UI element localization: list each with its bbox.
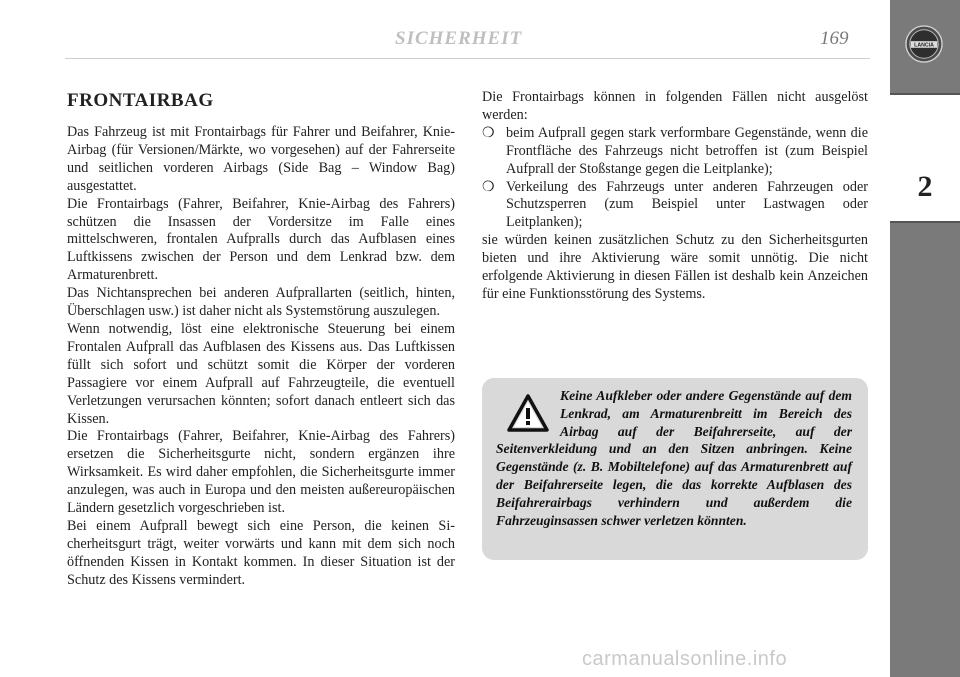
paragraph: Das Fahrzeug ist mit Frontairbags für Fahrer und Beifahrer, Knie-Airbag (für Versionen/Märkte, wo vorgesehen) auf der Fahrerseite und seitlichen vorderen Airbags (Side Bag – Window Bag) ausgestattet. (67, 124, 455, 194)
warning-text: Keine Aufkleber oder andere Gegenstände auf dem Lenkrad, am Armaturenbreitt im Bereich des Airbag auf der Beifahrerseite, auf der Seitenverkleidung und an den Sitzen anbringen. Keine Gegenstände (z. B. Mobiltelefone) auf das Armaturenbrett auf der Beifahrerseite legen, die das korrekte Aufblasen des Beifahrerairbags verhindern und außerdem die Fahrzeuginsassen schwer verletzen könnten. (496, 388, 852, 528)
chapter-number: 2 (917, 170, 933, 203)
warning-triangle-icon (506, 393, 550, 433)
list-item (482, 125, 868, 179)
paragraph: Bei einem Aufprall bewegt sich eine Person, die keinen Sicherheitsgurt trägt, weiter vorwärts und kann mit dem sich noch öffnenden Kissen in Kontakt kommen. In dieser Situation ist der Schutz des Kissens vermindert. (67, 517, 455, 588)
paragraph: Die Frontairbags (Fahrer, Beifahrer, Knie-Airbag des Fahrers) ersetzen die Sicherheitsgurte nicht, sondern ergänzen ihre Wirksamkeit. Es wird daher empfohlen, die Sicherheitsgurte immer anzulegen, was auch in Europa und den meisten außereuropäischen Ländern gesetzlich vorgeschrieben ist. (67, 428, 455, 517)
list-item-text: beim Aufprall gegen stark verformbare Gegenstände, wenn die Frontfläche des Fahrzeugs nicht betroffen ist (zum Beispiel Aufprall der Stoßstange gegen die Leitplanke); (506, 124, 868, 177)
watermark: carmanualsonline.info (582, 648, 788, 670)
chapter-sidebar (890, 0, 960, 677)
paragraph: Die Frontairbags (Fahrer, Beifahrer, Knie-Airbag des Fahrers) schützen die Insassen der Vordersitze im Falle eines mittelschweren, frontalen Aufpralls durch das Aufblasen eines Luftkissens zwischen der Person und dem Lenkrad bzw. dem Armaturenbrett. (67, 195, 455, 284)
paragraph: Wenn notwendig, löst eine elektronische Steuerung bei einem Frontalen Aufprall das Aufblasen des Kissens aus. Das Luftkissen füllt sich sofort und schützt somit die Körper der vorderen Passagiere vor einem Aufprall auf Fahrzeugteile, die eventuell Verletzungen verursachen könnten; sofort danach entleert sich das Kissen. (67, 320, 455, 427)
logo-text: LANCIA (914, 42, 934, 49)
header-divider (65, 58, 870, 59)
bullet-icon: ❍ (482, 124, 495, 141)
list-item (482, 179, 868, 233)
bullet-icon: ❍ (482, 178, 495, 195)
page-number: 169 (820, 28, 849, 49)
outro-paragraph: sie würden keinen zusätzlichen Schutz zu den Sicherheitsgurten bieten und ihre Aktivierung wäre somit unnötig. Die nicht erfolgende Aktivierung in diesen Fällen ist deshalb kein Anzeichen für eine Funktionsstörung des Systems. (482, 232, 868, 302)
right-column (482, 89, 868, 304)
section-header: SICHERHEIT (395, 28, 523, 49)
left-column (67, 124, 455, 590)
intro-paragraph: Die Frontairbags können in folgenden Fällen nicht ausgelöst werden: (482, 89, 868, 123)
page-title: FRONTAIRBAG (67, 90, 214, 111)
warning-box (482, 378, 868, 560)
lancia-logo-icon (905, 25, 943, 63)
paragraph: Das Nichtansprechen bei anderen Aufprallarten (seitlich, hinten, Überschlagen usw.) ist daher nicht als Systemstörung auszulegen. (67, 285, 455, 320)
list-item-text: Verkeilung des Fahrzeugs unter anderen Fahrzeugen oder Schutzsperren (zum Beispiel unter Lastwagen oder Leitplanken); (506, 178, 868, 231)
